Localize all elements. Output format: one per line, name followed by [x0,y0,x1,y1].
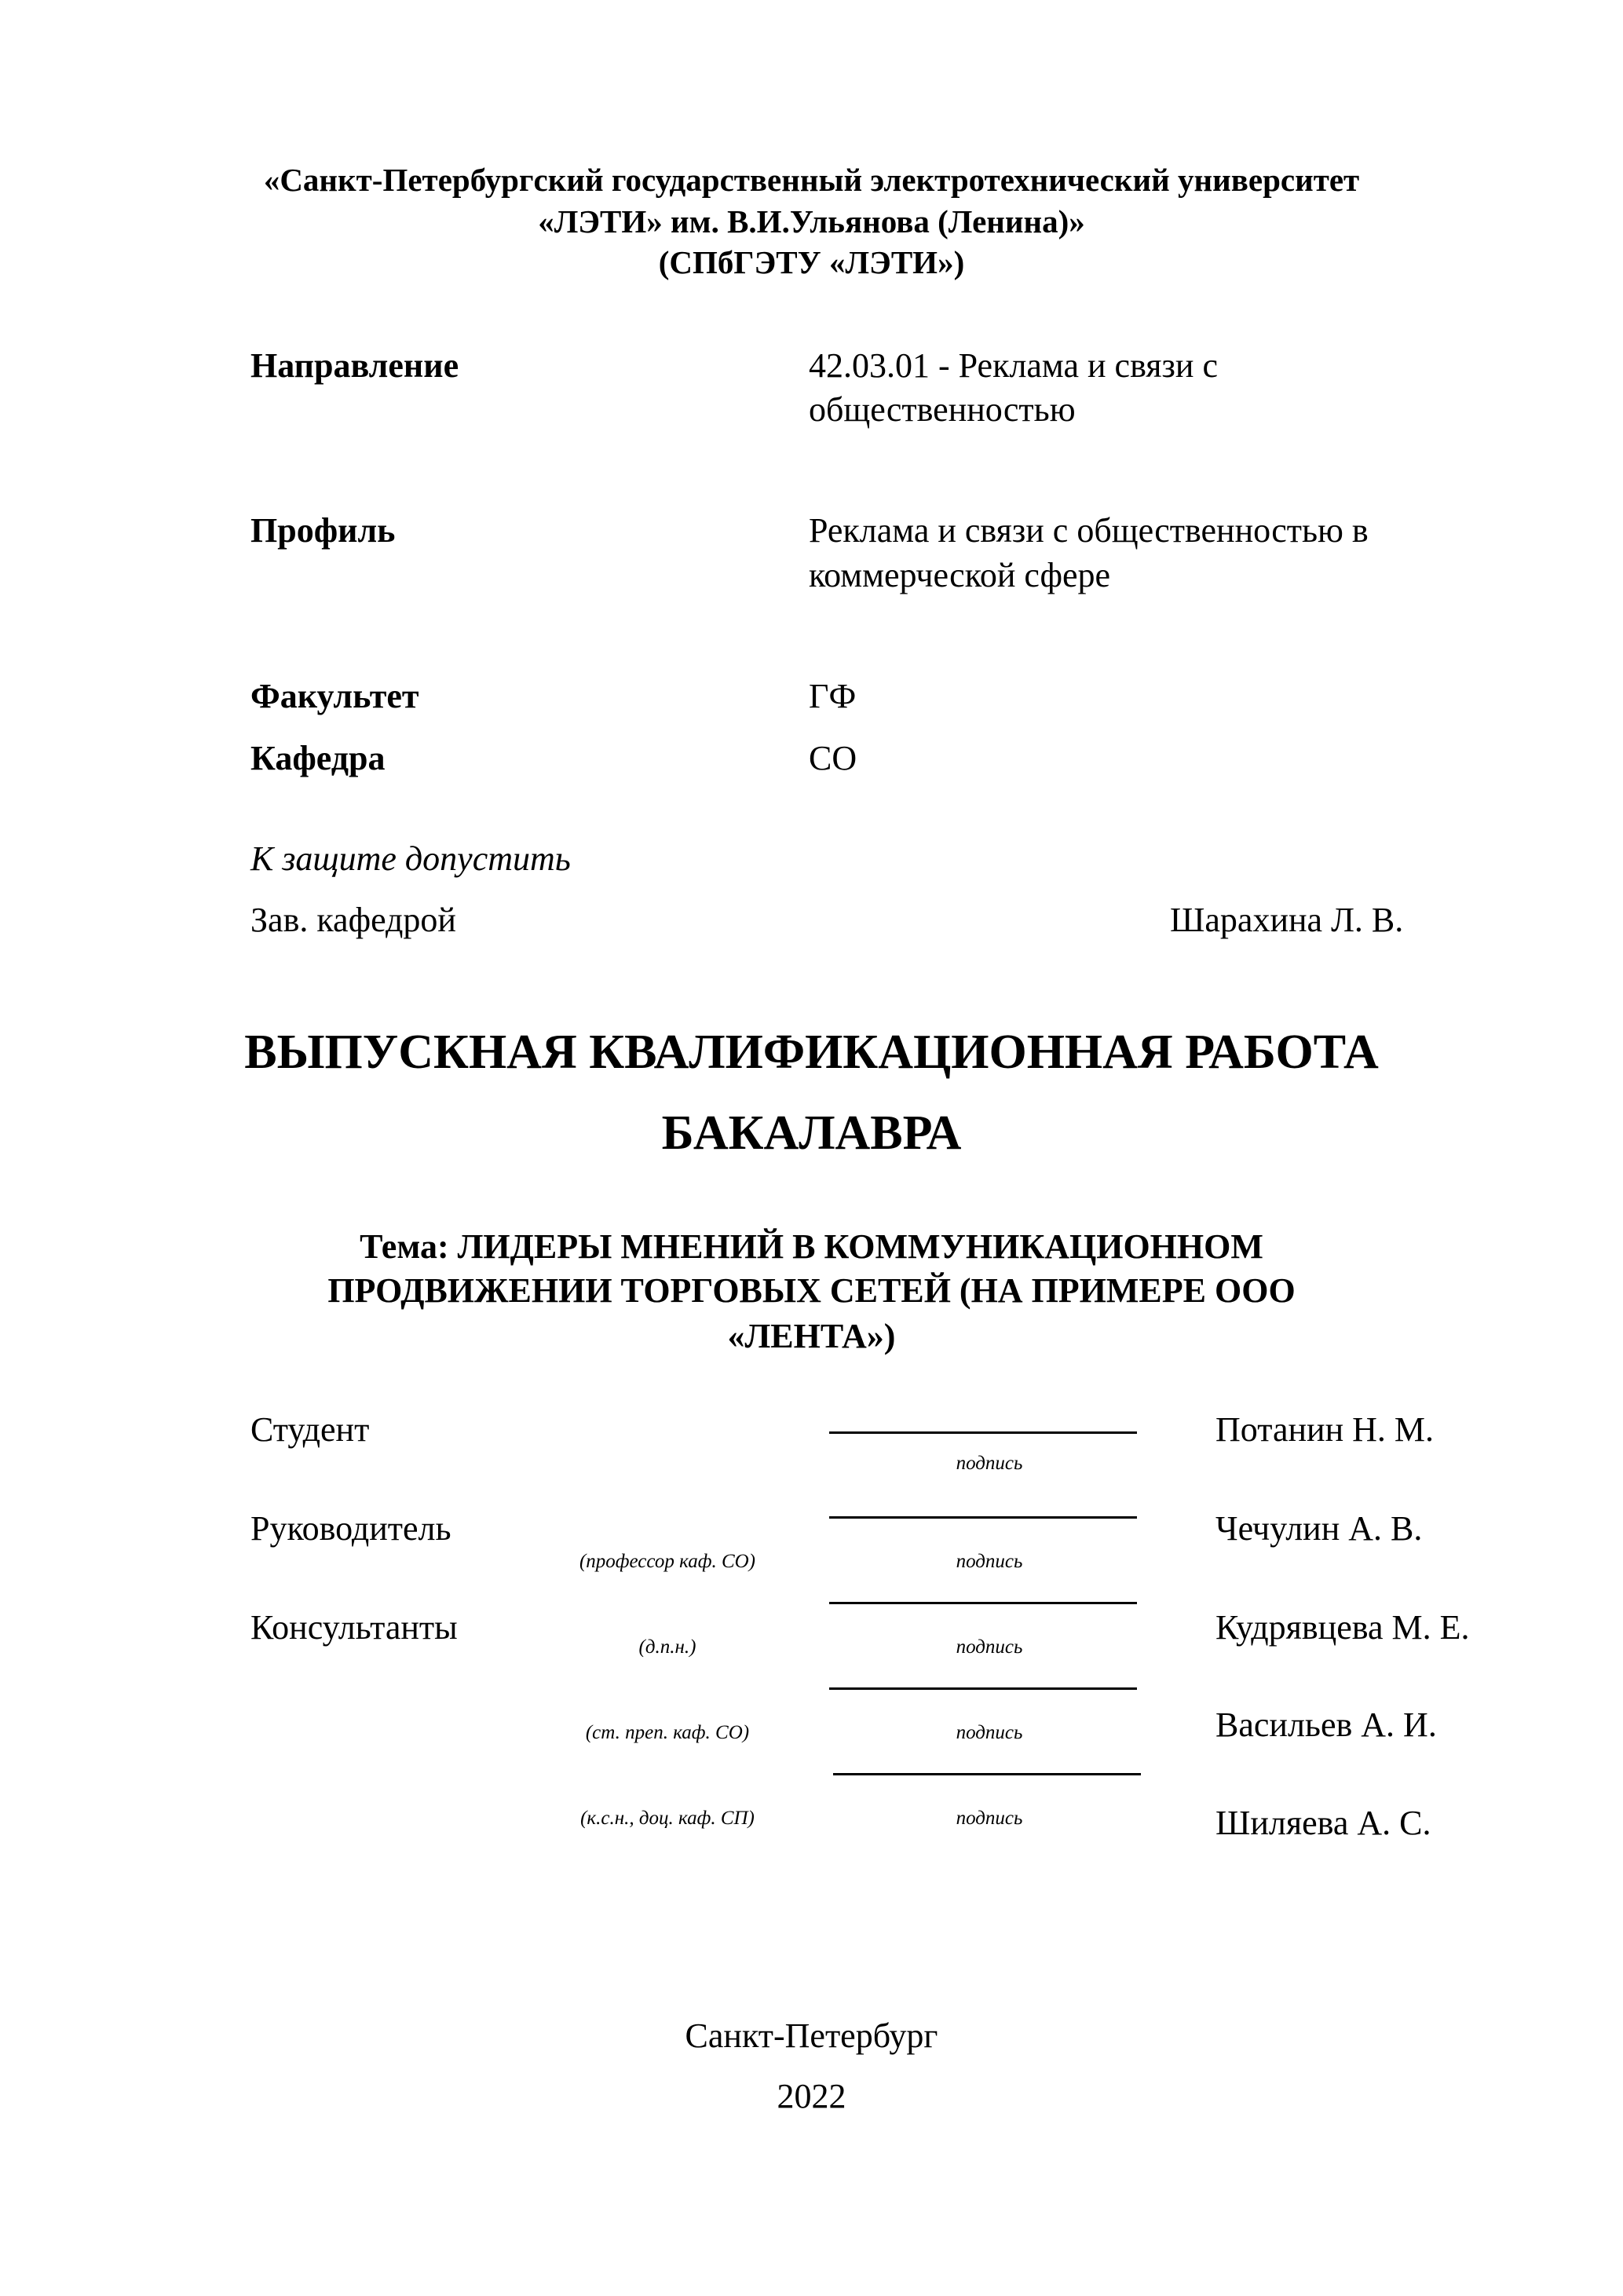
field-value-direction: 42.03.01 - Реклама и связи с [809,346,1218,385]
field-value-profile-2: коммерческой сфере [809,556,1111,594]
signature-line [833,1773,1141,1775]
field-label-direction: Направление [250,346,459,385]
topic-line3: «ЛЕНТА») [727,1317,896,1355]
university-abbrev: (СПбГЭТУ «ЛЭТИ») [658,244,965,280]
signature-role: Руководитель [250,1509,451,1548]
field-label-department: Кафедра [250,739,386,777]
signature-caption: подпись [956,1636,1023,1658]
signature-caption: подпись [956,1808,1023,1829]
approval-name: Шарахина Л. В. [1170,901,1404,939]
field-label-faculty: Факультет [250,677,419,715]
approval-role: Зав. кафедрой [250,901,456,939]
footer-year: 2022 [777,2077,846,2115]
signature-name: Шиляева А. С. [1215,1804,1431,1842]
signature-position: (профессор каф. СО) [579,1551,756,1572]
signature-name: Кудрявцева М. Е. [1215,1608,1470,1647]
signature-name: Чечулин А. В. [1215,1509,1423,1548]
field-value-faculty: ГФ [809,677,857,715]
field-value-profile: Реклама и связи с общественностью в [809,511,1369,550]
signature-line [829,1431,1137,1434]
signature-caption: подпись [956,1551,1023,1572]
signature-name: Васильев А. И. [1215,1706,1437,1744]
footer-city: Санкт-Петербург [685,2016,938,2055]
signature-line [829,1516,1137,1519]
signature-position: (д.п.н.) [638,1636,696,1658]
signature-caption: подпись [956,1722,1023,1743]
signature-name: Потанин Н. М. [1215,1410,1435,1449]
field-value-direction-2: общественностью [809,390,1076,429]
signature-position: (к.с.н., доц. каф. СП) [580,1808,755,1829]
topic-line1: Тема: ЛИДЕРЫ МНЕНИЙ В КОММУНИКАЦИОННОМ [360,1227,1263,1266]
signature-role: Студент [250,1410,370,1449]
document-title-line2: БАКАЛАВРА [661,1106,962,1160]
field-label-profile: Профиль [250,511,396,550]
document-title-line1: ВЫПУСКНАЯ КВАЛИФИКАЦИОННАЯ РАБОТА [244,1026,1379,1079]
signature-position: (ст. преп. каф. СО) [585,1722,750,1743]
university-name-line2: «ЛЭТИ» им. В.И.Ульянова (Ленина)» [538,203,1085,239]
signature-caption: подпись [956,1453,1023,1474]
signature-line [829,1687,1137,1690]
university-name-line1: «Санкт-Петербургский государственный электротехнический университет [263,162,1360,198]
approval-note: К защите допустить [250,839,571,878]
topic-line2: ПРОДВИЖЕНИИ ТОРГОВЫХ СЕТЕЙ (НА ПРИМЕРЕ ООО [327,1271,1296,1310]
signature-line [829,1602,1137,1604]
signature-role: Консультанты [250,1608,458,1647]
field-value-department: СО [809,739,857,777]
